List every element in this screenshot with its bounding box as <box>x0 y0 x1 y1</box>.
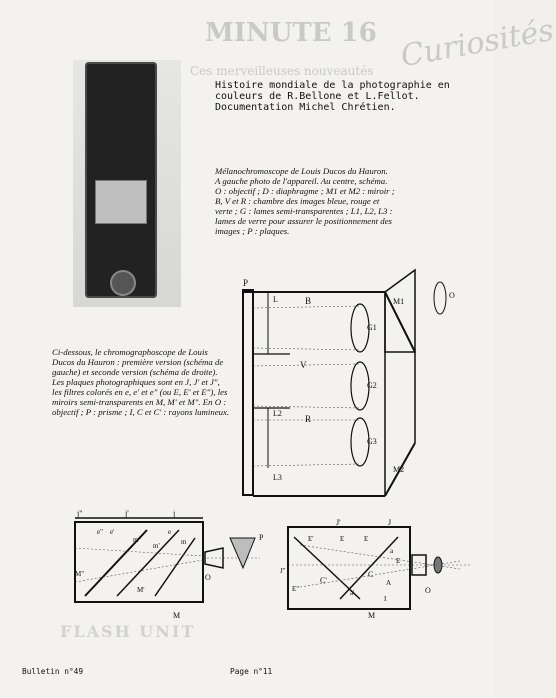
label-p: P <box>259 533 264 542</box>
footer-page-number: Page n°11 <box>230 667 273 676</box>
label-big-m-double: M" <box>75 570 85 578</box>
caption-chromographoscope: Ci-dessous, le chromographoscope de Louis Ducos du Hauron : première version (schéma de gauche) et seconde version (schéma de droite). Les plaques photographiques sont en J, J' et J", les filtres colorés en e, e' et e" (ou E, E' et E"), les miroirs semi-transparents en M, M' et M". En O : objectif ; P : prisme ; I, C et C' : rayons lumineux. <box>52 347 230 417</box>
label-e-2: E <box>364 535 369 543</box>
label-c: C <box>368 570 374 579</box>
label-m-double: m" <box>133 536 142 544</box>
label-m2: M2 <box>393 465 405 474</box>
label-e-1: E <box>340 535 345 543</box>
label-j-double: j" <box>77 509 83 518</box>
label-e-prime: E' <box>308 535 314 543</box>
footer-bulletin: Bulletin n°49 <box>22 667 84 676</box>
label-v: V <box>300 360 307 370</box>
label-b: B <box>305 296 312 306</box>
ghost-text-flash: FLASH UNIT <box>60 622 196 641</box>
label-l3: L3 <box>273 473 282 482</box>
ghost-text-minute: MINUTE 16 <box>205 18 377 48</box>
label-l: L <box>273 295 278 304</box>
label-e-3: E <box>396 557 401 565</box>
label-o: O <box>205 573 211 582</box>
camera-lens <box>110 270 136 296</box>
label-i: I <box>384 595 387 603</box>
label-g1: G1 <box>367 323 377 332</box>
label-big-m-prime: M' <box>137 586 145 594</box>
label-m-prime: m' <box>153 542 160 550</box>
label-e-double: e" <box>97 528 103 536</box>
label-o: O <box>425 586 431 595</box>
label-g3: G3 <box>367 437 377 446</box>
label-big-m: M <box>368 611 376 620</box>
label-r: R <box>305 414 312 424</box>
label-big-a: A <box>386 579 392 587</box>
label-c-prime: C' <box>320 576 327 585</box>
label-l2: L2 <box>273 409 282 418</box>
caption-melanochromoscope: Mélanochromoscope de Louis Ducos du Hauron. A gauche photo de l'appareil. Au centre, schéma. O : objectif ; D : diaphragme ; M1 et M2 : miroir ; B, V et R : chambre des images bleue, rouge et verte ; G : lames semi-transparentes ; L1, L2, L3 : lames de verre pour assurer le positionnement des images ; P : plaques. <box>215 166 395 236</box>
article-title: Histoire mondiale de la photographie en couleurs de R.Bellone et L.Fellot. Documentation Michel Chrétien. <box>215 80 450 113</box>
chromographoscope-diagram-right <box>280 515 475 620</box>
label-e-prime: e' <box>110 528 115 536</box>
label-m: m <box>181 538 187 546</box>
label-a: a <box>390 547 394 555</box>
chromographoscope-diagram-left <box>55 508 270 620</box>
camera-image <box>85 62 157 298</box>
camera-label-plate <box>95 180 147 224</box>
label-j: j <box>173 509 176 518</box>
label-j: J <box>388 518 392 527</box>
label-a-prime: a' <box>350 589 355 597</box>
label-o: O <box>449 291 455 300</box>
label-j-double: J" <box>280 567 286 575</box>
label-m1: M1 <box>393 297 405 306</box>
label-j-prime: J' <box>336 518 341 527</box>
label-j-prime: j' <box>125 509 129 518</box>
melanochromoscope-diagram <box>235 268 465 500</box>
ghost-text-curiosites: Curiosités <box>398 12 556 75</box>
ghost-text-nouveautes: Ces merveilleuses nouveautés <box>190 64 374 78</box>
label-e: e <box>168 528 172 536</box>
label-e-double: E" <box>292 585 300 593</box>
label-p: P <box>243 278 249 288</box>
label-g2: G2 <box>367 381 377 390</box>
label-big-m: M <box>173 611 181 620</box>
